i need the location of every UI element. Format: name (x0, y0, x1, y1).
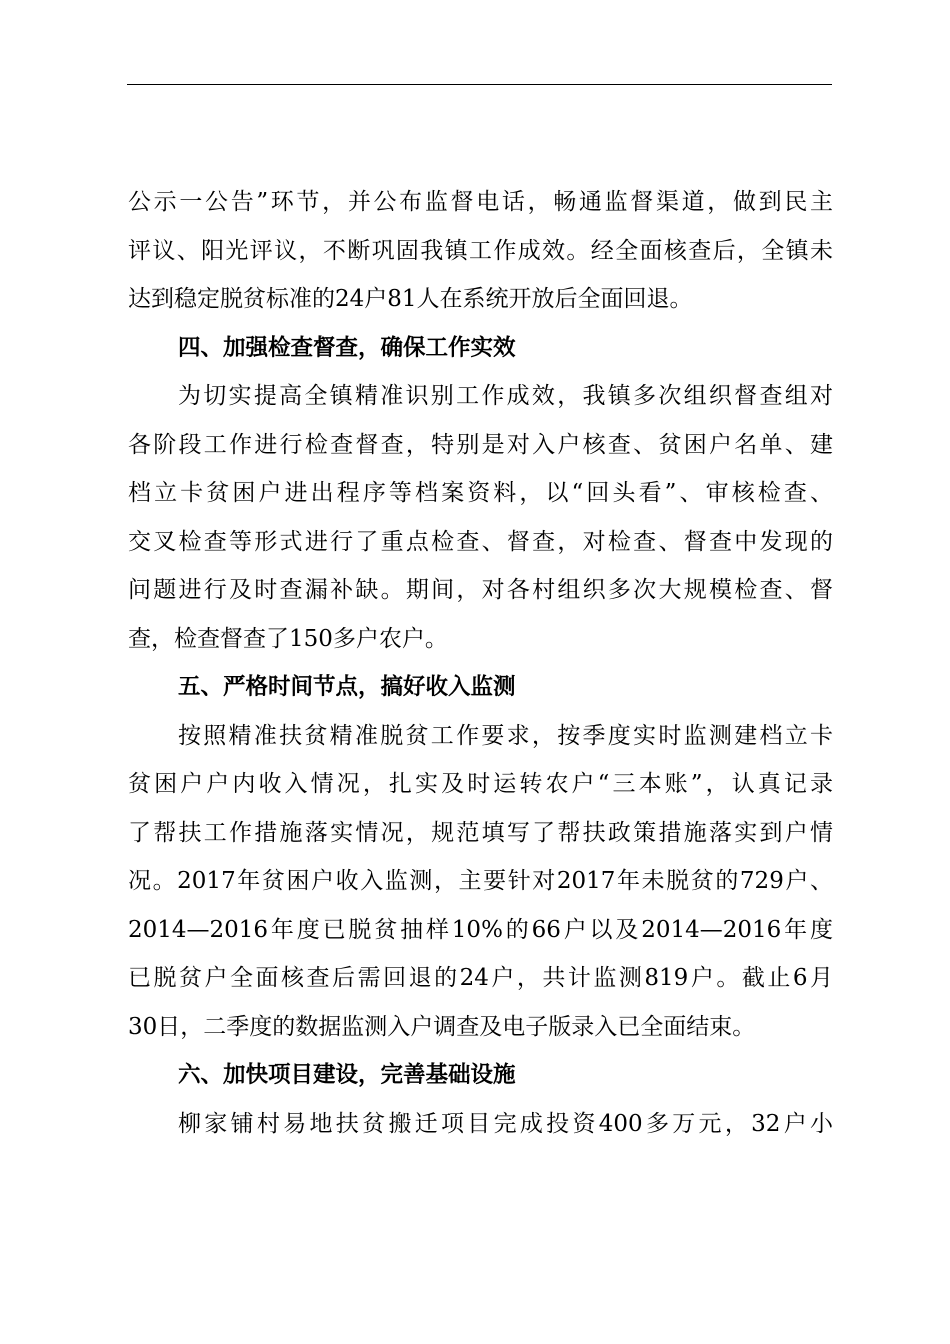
body-line: 了帮扶工作措施落实情况，规范填写了帮扶政策措施落实到户情 (128, 819, 833, 846)
body-line: 2014—2016年度已脱贫抽样10%的66户以及2014—2016年度 (128, 916, 833, 943)
body-line: 评议、阳光评议，不断巩固我镇工作成效。经全面核查后，全镇未 (128, 237, 833, 264)
body-line: 已脱贫户全面核查后需回退的24户，共计监测819户。截止6月 (128, 965, 833, 991)
body-line: 30日，二季度的数据监测入户调查及电子版录入已全面结束。 (128, 1013, 756, 1040)
paragraph-first-line: 为切实提高全镇精准识别工作成效，我镇多次组织督查组对 (178, 383, 833, 409)
paragraph-first-line: 柳家铺村易地扶贫搬迁项目完成投资400多万元，32户小 (178, 1110, 833, 1137)
section-heading-5: 五、严格时间节点，搞好收入监测 (178, 674, 516, 700)
header-rule (127, 84, 832, 85)
section-heading-4: 四、加强检查督查，确保工作实效 (178, 334, 516, 361)
paragraph-first-line: 按照精准扶贫精准脱贫工作要求，按季度实时监测建档立卡 (178, 722, 833, 749)
section-heading-6: 六、加快项目建设，完善基础设施 (178, 1062, 516, 1088)
body-line: 各阶段工作进行检查督查，特别是对入户核查、贫困户名单、建 (128, 431, 833, 458)
body-line: 况。2017年贫困户收入监测，主要针对2017年未脱贫的729户、 (128, 868, 833, 894)
body-line: 达到稳定脱贫标准的24户81人在系统开放后全面回退。 (128, 286, 693, 312)
body-line: 交叉检查等形式进行了重点检查、督查，对检查、督查中发现的 (128, 528, 833, 555)
body-line: 问题进行及时查漏补缺。期间，对各村组织多次大规模检查、督 (128, 577, 833, 603)
body-line: 查，检查督查了150多户农户。 (128, 625, 448, 652)
document-body (128, 178, 833, 1148)
body-line: 公示一公告”环节，并公布监督电话，畅通监督渠道，做到民主 (128, 189, 833, 215)
body-line: 贫困户户内收入情况，扎实及时运转农户“三本账”，认真记录 (128, 771, 833, 797)
body-line: 档立卡贫困户进出程序等档案资料，以“回头看”、审核检查、 (128, 480, 833, 506)
